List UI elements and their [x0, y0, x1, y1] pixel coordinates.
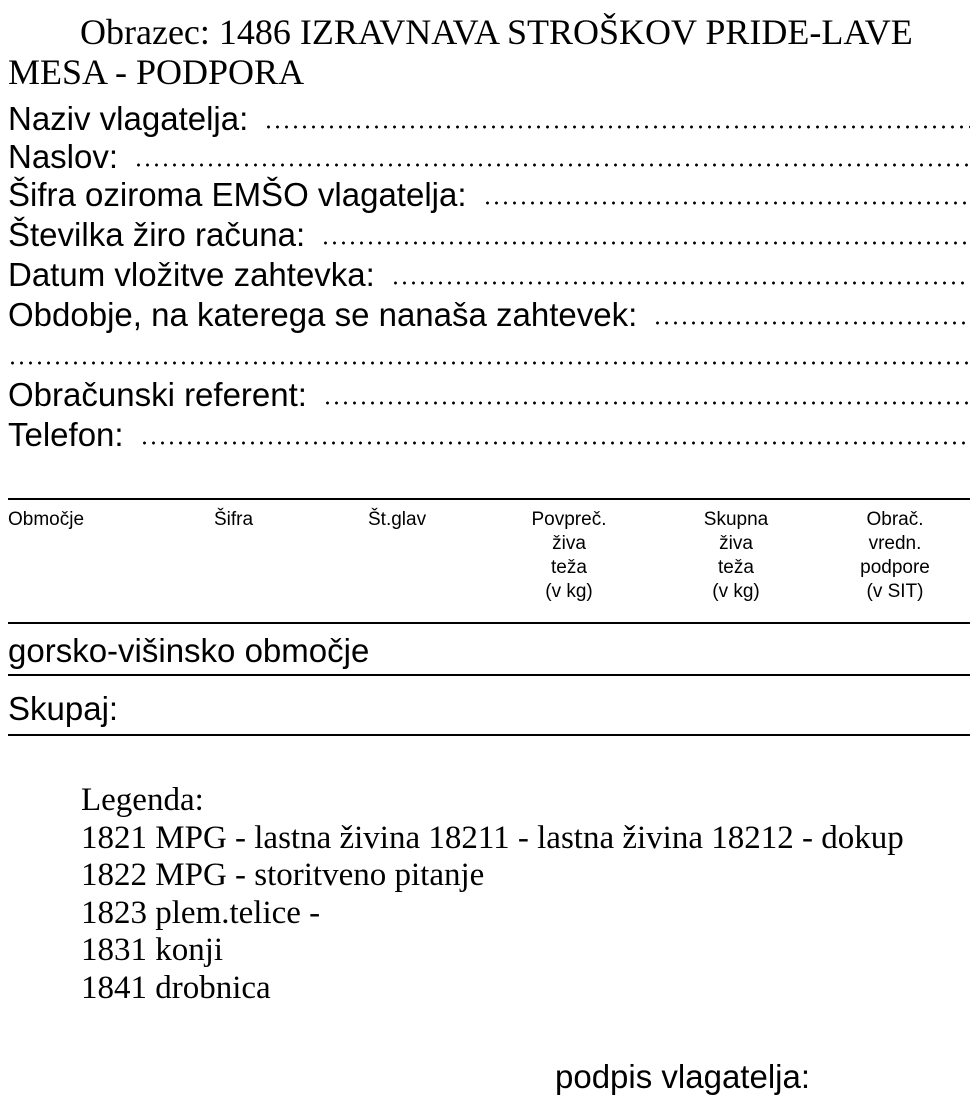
table-row-mountain-region: gorsko-višinsko območje [8, 632, 370, 669]
submission-date-field [8, 254, 970, 294]
applicant-name-field [8, 98, 970, 138]
field-label: Datum vložitve zahtevka: [8, 256, 375, 293]
legend-item: 1821 MPG - lastna živina 18211 - lastna živina 18212 - dokup [81, 819, 904, 856]
legend-item: 1831 konji [81, 932, 224, 968]
applicant-signature-label: podpis vlagatelja: [555, 1058, 811, 1095]
applicant-code-field [8, 174, 970, 214]
legend-item: 1822 MPG - storitveno pitanje [81, 857, 485, 893]
column-header-code: Šifra [214, 509, 254, 530]
table-header-rule [8, 622, 970, 624]
field-label: Obračunski referent: [8, 376, 307, 413]
table-row-total: Skupaj: [8, 690, 119, 727]
field-label: Številka žiro računa: [8, 216, 306, 253]
fill-in-dotted-line [140, 439, 970, 447]
table-top-rule [8, 498, 970, 500]
fill-in-dotted-line [483, 199, 970, 207]
field-label: Šifra oziroma EMŠO vlagatelja: [8, 176, 467, 213]
table-row-rule [8, 674, 970, 676]
giro-account-field [8, 214, 970, 254]
claim-period-continuation-field [8, 334, 970, 374]
table-bottom-rule [8, 734, 970, 736]
column-header-average-live-weight: Povpreč. živa teža (v kg) [531, 509, 607, 602]
fill-in-dotted-line [264, 123, 970, 131]
fill-in-dotted-line [391, 279, 970, 287]
fill-in-dotted-line [653, 319, 970, 327]
address-field [8, 136, 970, 176]
field-label: Obdobje, na katerega se nanaša zahtevek: [8, 296, 638, 333]
table-header [8, 508, 970, 620]
field-label: Telefon: [8, 416, 124, 453]
legend-item: 1841 drobnica [81, 969, 271, 1006]
legend [8, 782, 970, 1007]
column-header-total-live-weight: Skupna živa teža (v kg) [703, 509, 769, 602]
column-header-head-count: Št.glav [368, 509, 427, 530]
fill-in-dotted-line [323, 399, 970, 407]
fill-in-dotted-line [8, 359, 970, 367]
claim-period-field [8, 294, 970, 334]
legend-heading: Legenda: [81, 782, 204, 818]
field-label: Naziv vlagatelja: [8, 100, 249, 137]
column-header-support-value: Obrač. vredn. podpore (v SIT) [860, 509, 930, 602]
form-title: Obrazec: 1486 IZRAVNAVA STROŠKOV PRIDE-LAVE MESA - PODPORA [8, 12, 913, 92]
column-header-region: Območje [8, 509, 85, 530]
fill-in-dotted-line [321, 239, 970, 247]
fill-in-dotted-line [134, 161, 970, 169]
field-label: Naslov: [8, 138, 119, 175]
legend-item: 1823 plem.telice - [81, 894, 321, 931]
telephone-field [8, 414, 970, 454]
accounting-officer-field [8, 374, 970, 414]
